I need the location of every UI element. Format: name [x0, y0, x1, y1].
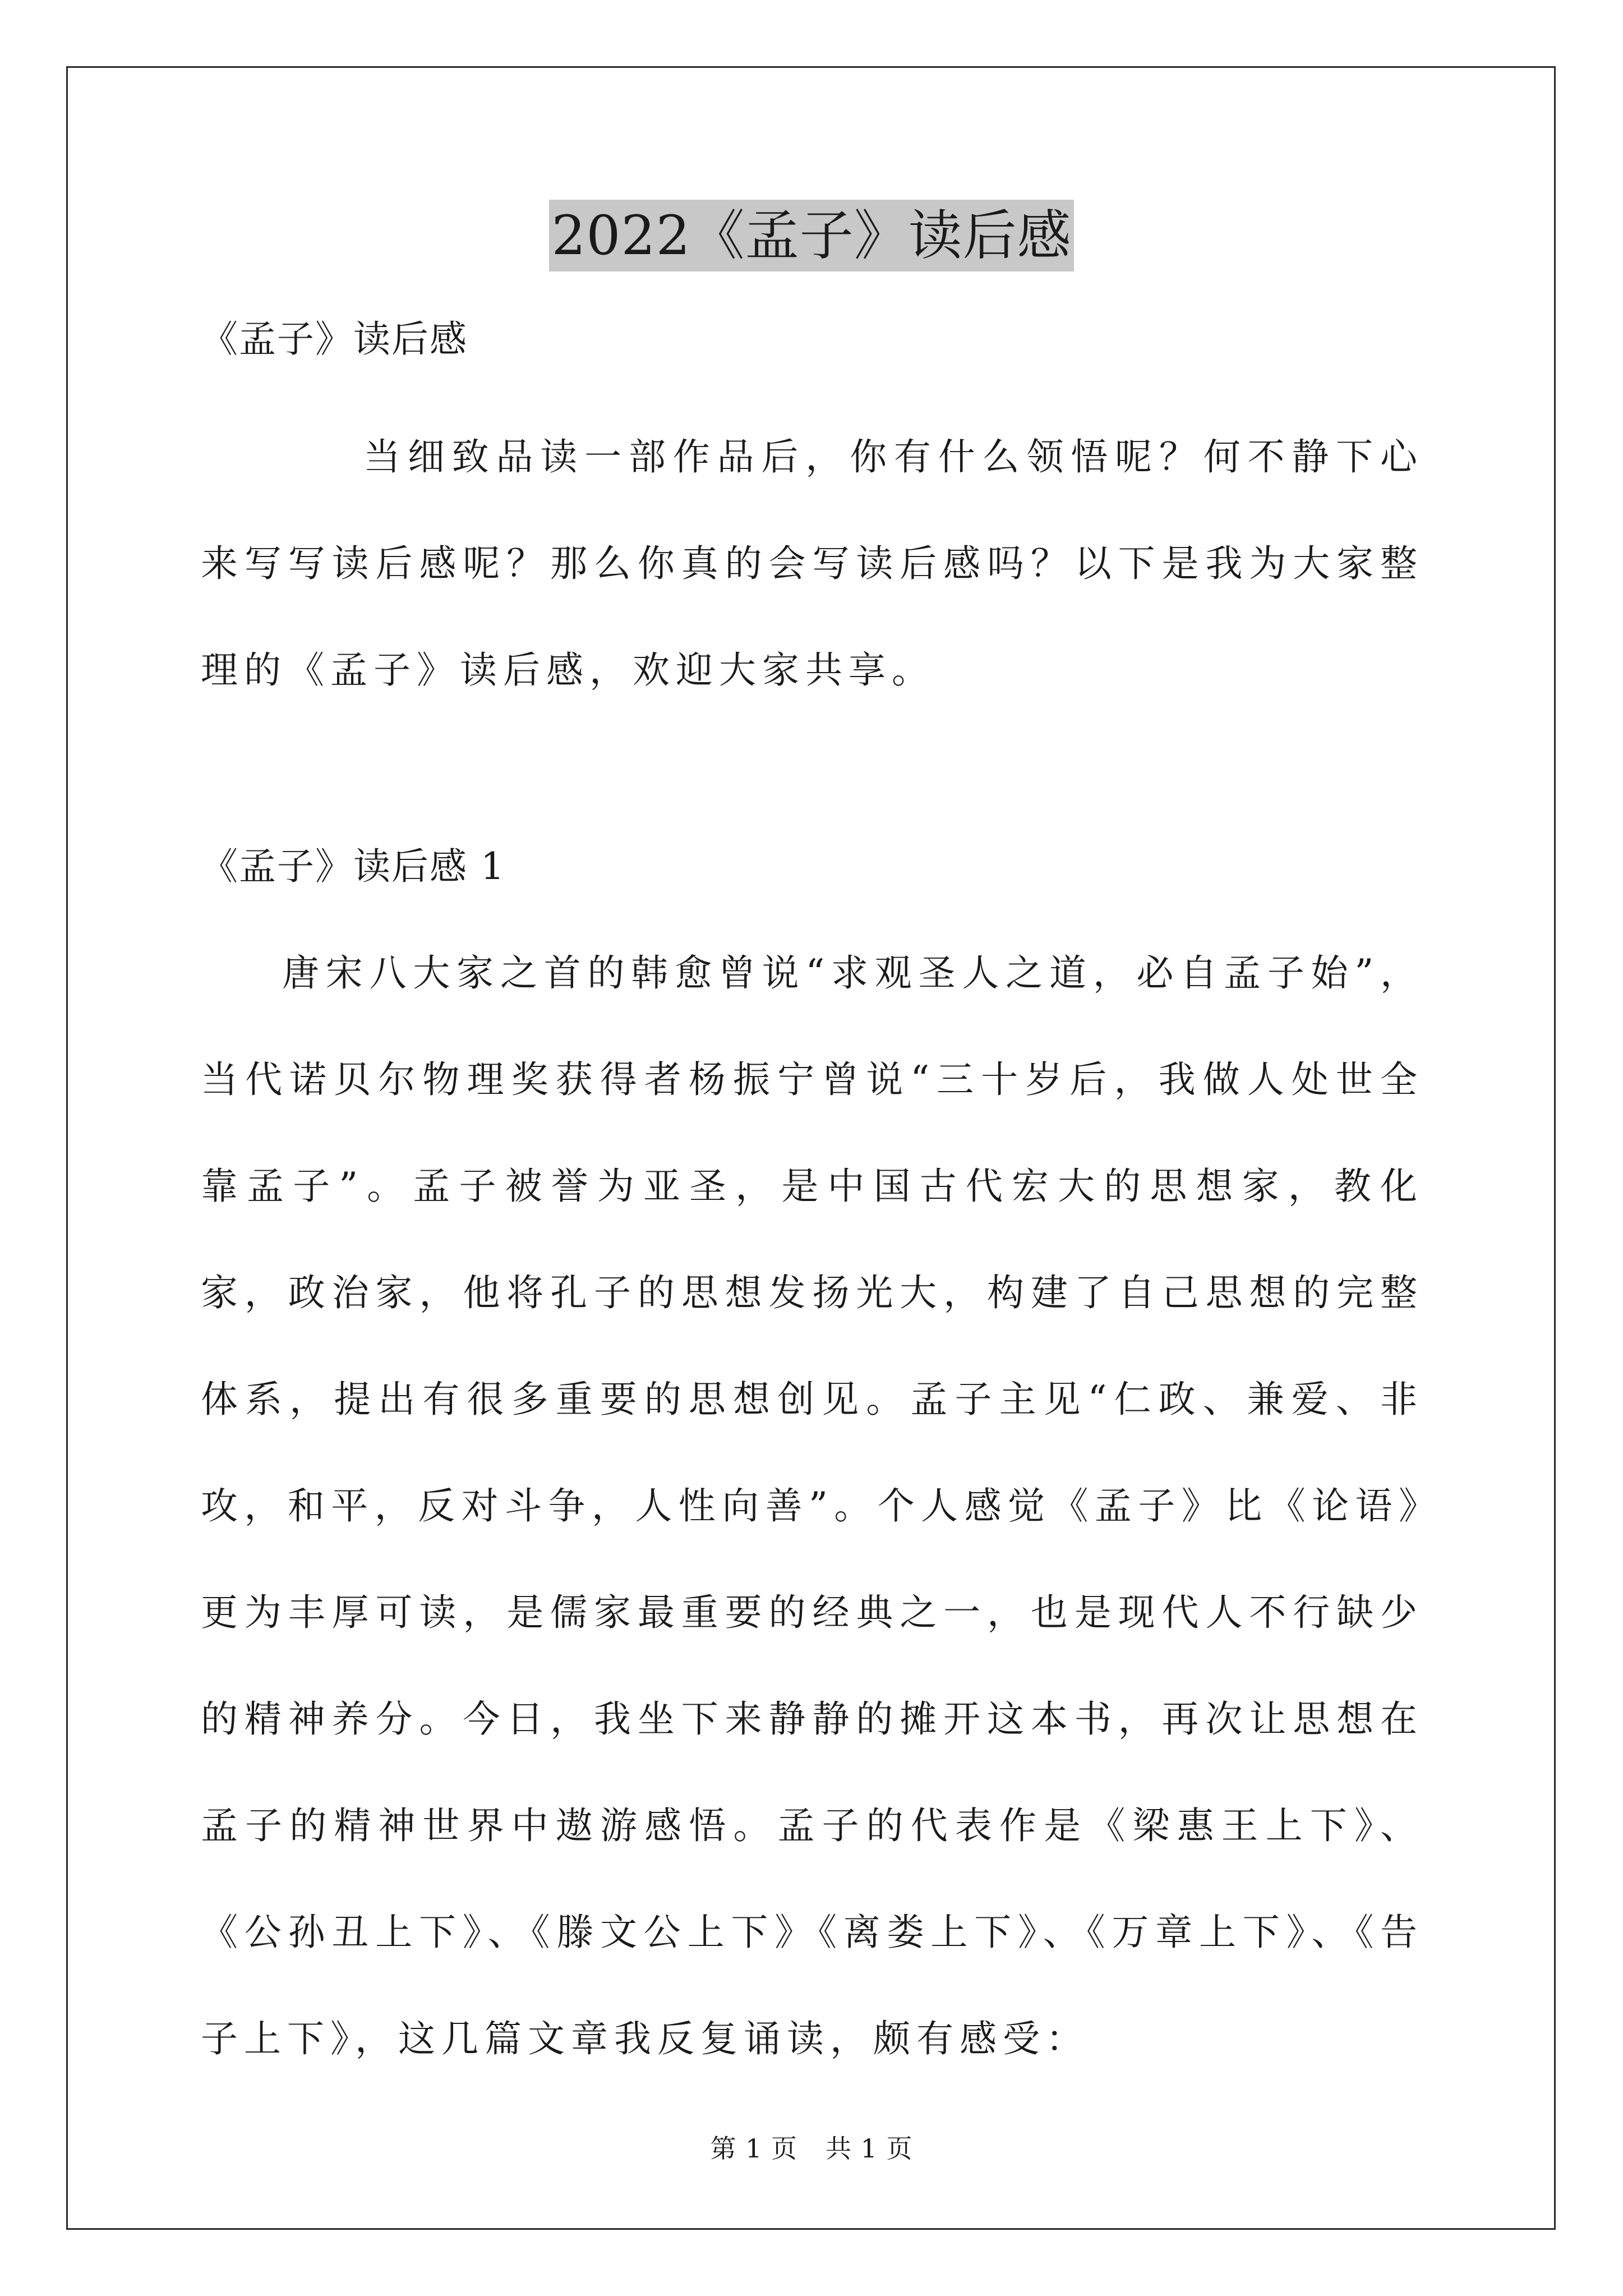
- page-number: 第 1 页: [710, 2133, 797, 2164]
- intro-paragraph: 当细致品读一部作品后，你有什么领悟呢？何不静下心来写写读后感呢？那么你真的会写读后感吗？以下是我为大家整理的《孟子》读后感，欢迎大家共享。: [201, 435, 1423, 692]
- page-footer: [0, 2132, 1623, 2165]
- page-total: 共 1 页: [826, 2133, 913, 2164]
- subheading-section-1: 《孟子》读后感 1: [201, 845, 505, 888]
- title-container: [0, 200, 1623, 272]
- body-paragraph: 唐宋八大家之首的韩愈曾说“求观圣人之道，必自孟子始”，当代诺贝尔物理奖获得者杨振宁曾说“三十岁后，我做人处世全靠孟子”。孟子被誉为亚圣，是中国古代宏大的思想家，教化家，政治家，他将孔子的思想发扬光大，构建了自己思想的完整体系，提出有很多重要的思想创见。孟子主见“仁政、兼爱、非攻，和平，反对斗争，人性向善”。个人感觉《孟子》比《论语》更为丰厚可读，是儒家最重要的经典之一，也是现代人不行缺少的精神养分。今日，我坐下来静静的摊开这本书，再次让思想在孟子的精神世界中遨游感悟。孟子的代表作是《梁惠王上下》、《公孙丑上下》、《滕文公上下》《离娄上下》、《万章上下》、《告子上下》，这几篇文章我反复诵读，颇有感受：: [201, 951, 1423, 2060]
- document-title: 2022《孟子》读后感: [549, 200, 1073, 272]
- subheading-main: 《孟子》读后感: [201, 318, 468, 361]
- document-body: [201, 314, 1423, 2092]
